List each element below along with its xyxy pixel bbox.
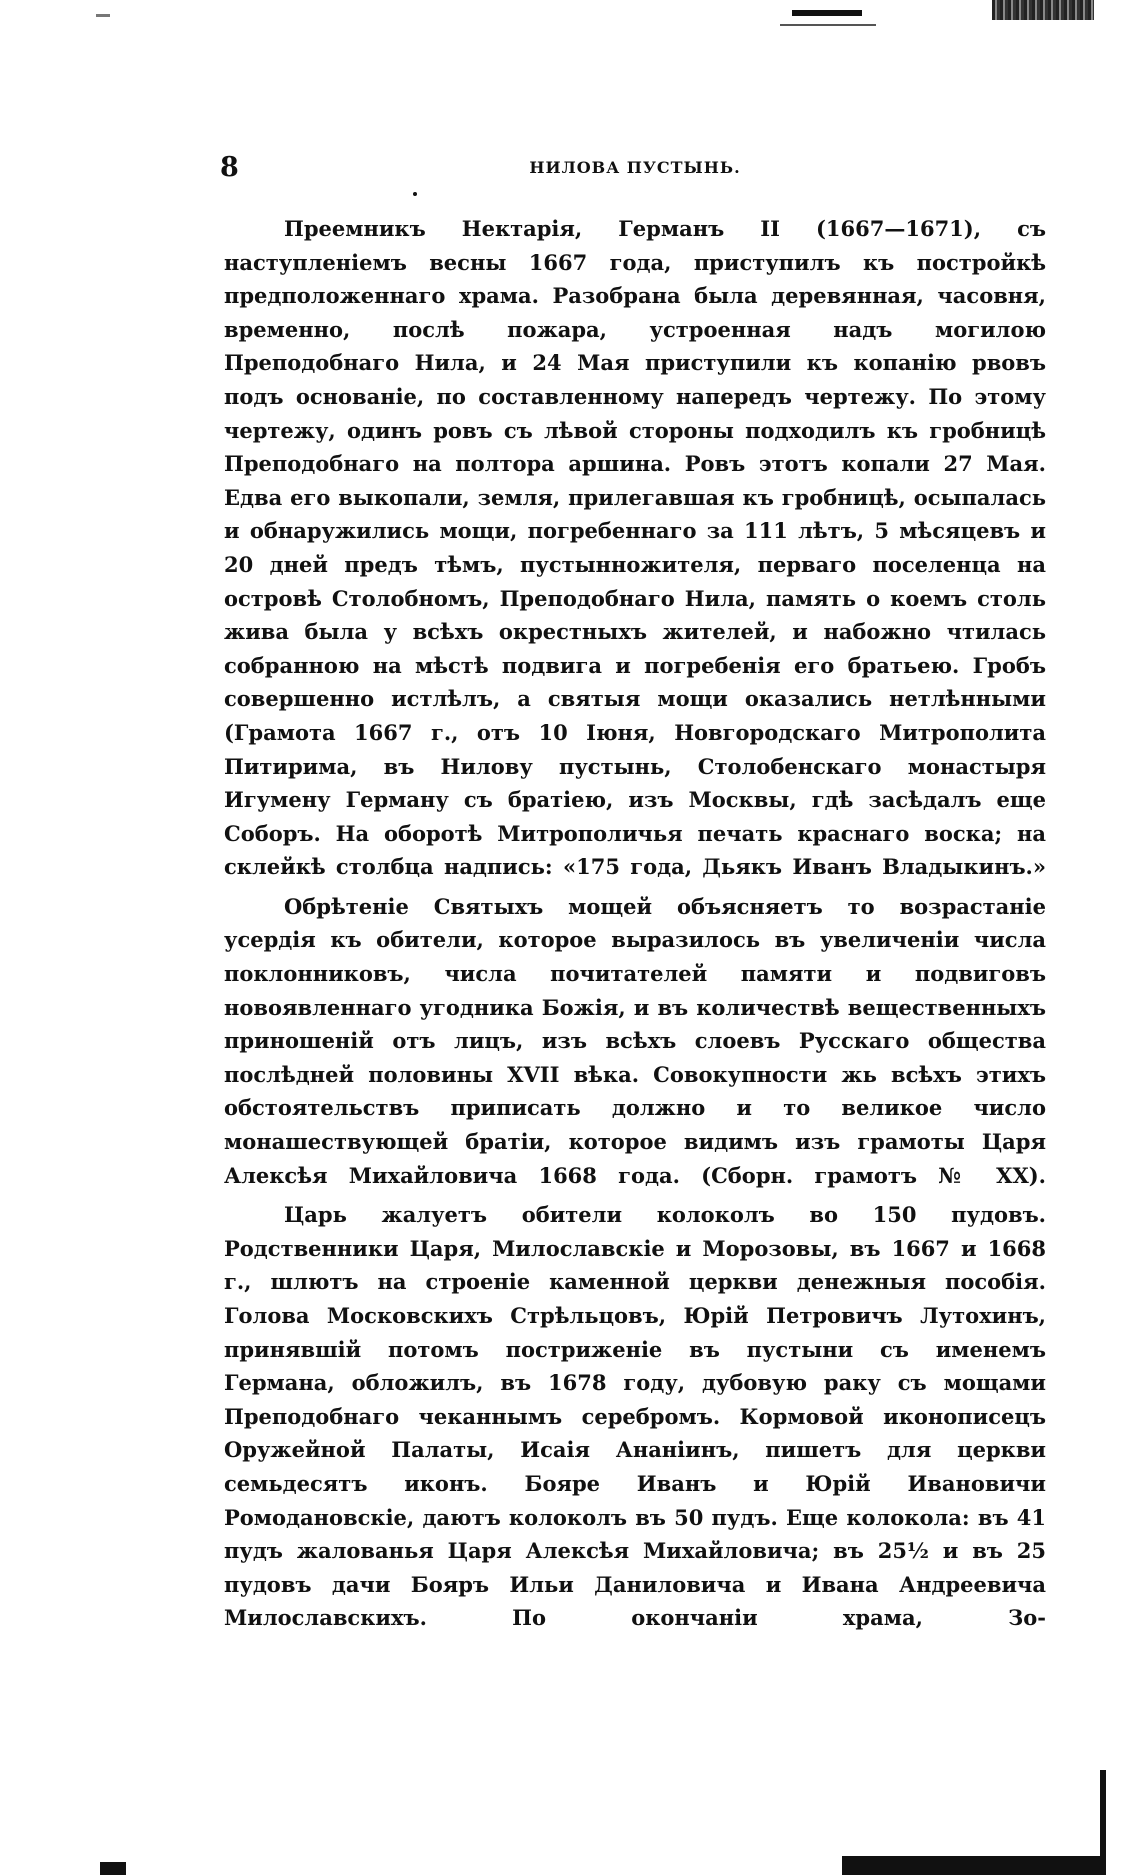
scan-mark-right-edge [1100, 1770, 1106, 1875]
scan-mark-top-dash [792, 10, 862, 16]
paragraph-2: Обрѣтеніе Святыхъ мощей объясняетъ то возрастаніе усердія къ обители, которое выразилось въ увеличеніи числа поклонниковъ, числа почитателей памяти и подвиговъ новоявленнаго угодника Божія, и въ количествѣ вещественныхъ приношеній отъ лицъ, изъ всѣхъ слоевъ Русскаго общества послѣдней половины XVII вѣка. Совокупности жь всѣхъ этихъ обстоятельствъ приписать должно и то великое число монашествующей братіи, которое видимъ изъ грамоты Царя Алексѣя Михайловича 1668 года. (Сборн. грамотъ № XX). [224, 893, 1046, 1188]
running-head [220, 152, 1050, 188]
scan-mark-top-right [992, 0, 1094, 20]
scan-mark-bottom-left [100, 1862, 126, 1875]
paragraph-1: Преемникъ Нектарія, Германъ II (1667—1671), съ наступленіемъ весны 1667 года, приступилъ къ постройкѣ предположеннаго храма. Разобрана была деревянная, часовня, временно, послѣ пожара, устроенная надъ могилою Преподобнаго Нила, и 24 Мая приступили къ копанію рвовъ подъ основаніе, по составленному напередъ чертежу. По этому чертежу, одинъ ровъ съ лѣвой стороны подходилъ къ гробницѣ Преподобнаго на полтора аршина. Ровъ этотъ копали 27 Мая. Едва его выкопали, земля, прилегавшая къ гробницѣ, осыпалась и обнаружились мощи, погребеннаго за 111 лѣтъ, 5 мѣсяцевъ и 20 дней предъ тѣмъ, пустынножителя, перваго поселенца на островѣ Столобномъ, Преподобнаго Нила, память о коемъ столь жива была у всѣхъ окрестныхъ жителей, и набожно чтилась собранною на мѣстѣ подвига и погребенія его братьею. Гробъ совершенно истлѣлъ, а святыя мощи оказались нетлѣнными (Грамота 1667 г., отъ 10 Іюня, Новгородскаго Митрополита Питирима, въ Нилову пустынь, Столобенскаго монастыря Игумену Герману съ братіею, изъ Москвы, гдѣ засѣдалъ еще Соборъ. На оборотѣ Митрополичья печать краснаго воска; на склейкѣ столбца надпись: «175 года, Дьякъ Иванъ Владыкинъ.» [224, 216, 1046, 880]
scan-mark-bottom-right [842, 1856, 1100, 1875]
scan-mark-top-underline [780, 24, 876, 26]
scan-speck [413, 192, 417, 196]
page-header-title: НИЛОВА ПУСТЫНЬ. [529, 158, 741, 177]
paragraph-3: Царь жалуетъ обители колоколъ во 150 пудовъ. Родственники Царя, Милославскіе и Морозовы, въ 1667 и 1668 г., шлютъ на строеніе каменной церкви денежныя пособія. Голова Московскихъ Стрѣльцовъ, Юрій Петровичъ Лутохинъ, принявшій потомъ постриженіе въ пустыни съ именемъ Германа, обложилъ, въ 1678 году, дубовую раку съ мощами Преподобнаго чеканнымъ серебромъ. Кормовой иконописецъ Оружейной Палаты, Исаія Ананіинъ, пишетъ для церкви семьдесятъ иконъ. Бояре Иванъ и Юрій Ивановичи Ромодановскіе, даютъ колоколъ въ 50 пудъ. Еще колокола: въ 41 пудъ жалованья Царя Алексѣя Михайловича; въ 25½ и въ 25 пудовъ дачи Бояръ Ильи Даниловича и Ивана Андреевича Милославскихъ. По окончаніи храма, Зо- [224, 1202, 1046, 1631]
page-body [224, 212, 1046, 1641]
page-number: 8 [220, 152, 239, 183]
scan-mark-top-left [96, 14, 110, 17]
